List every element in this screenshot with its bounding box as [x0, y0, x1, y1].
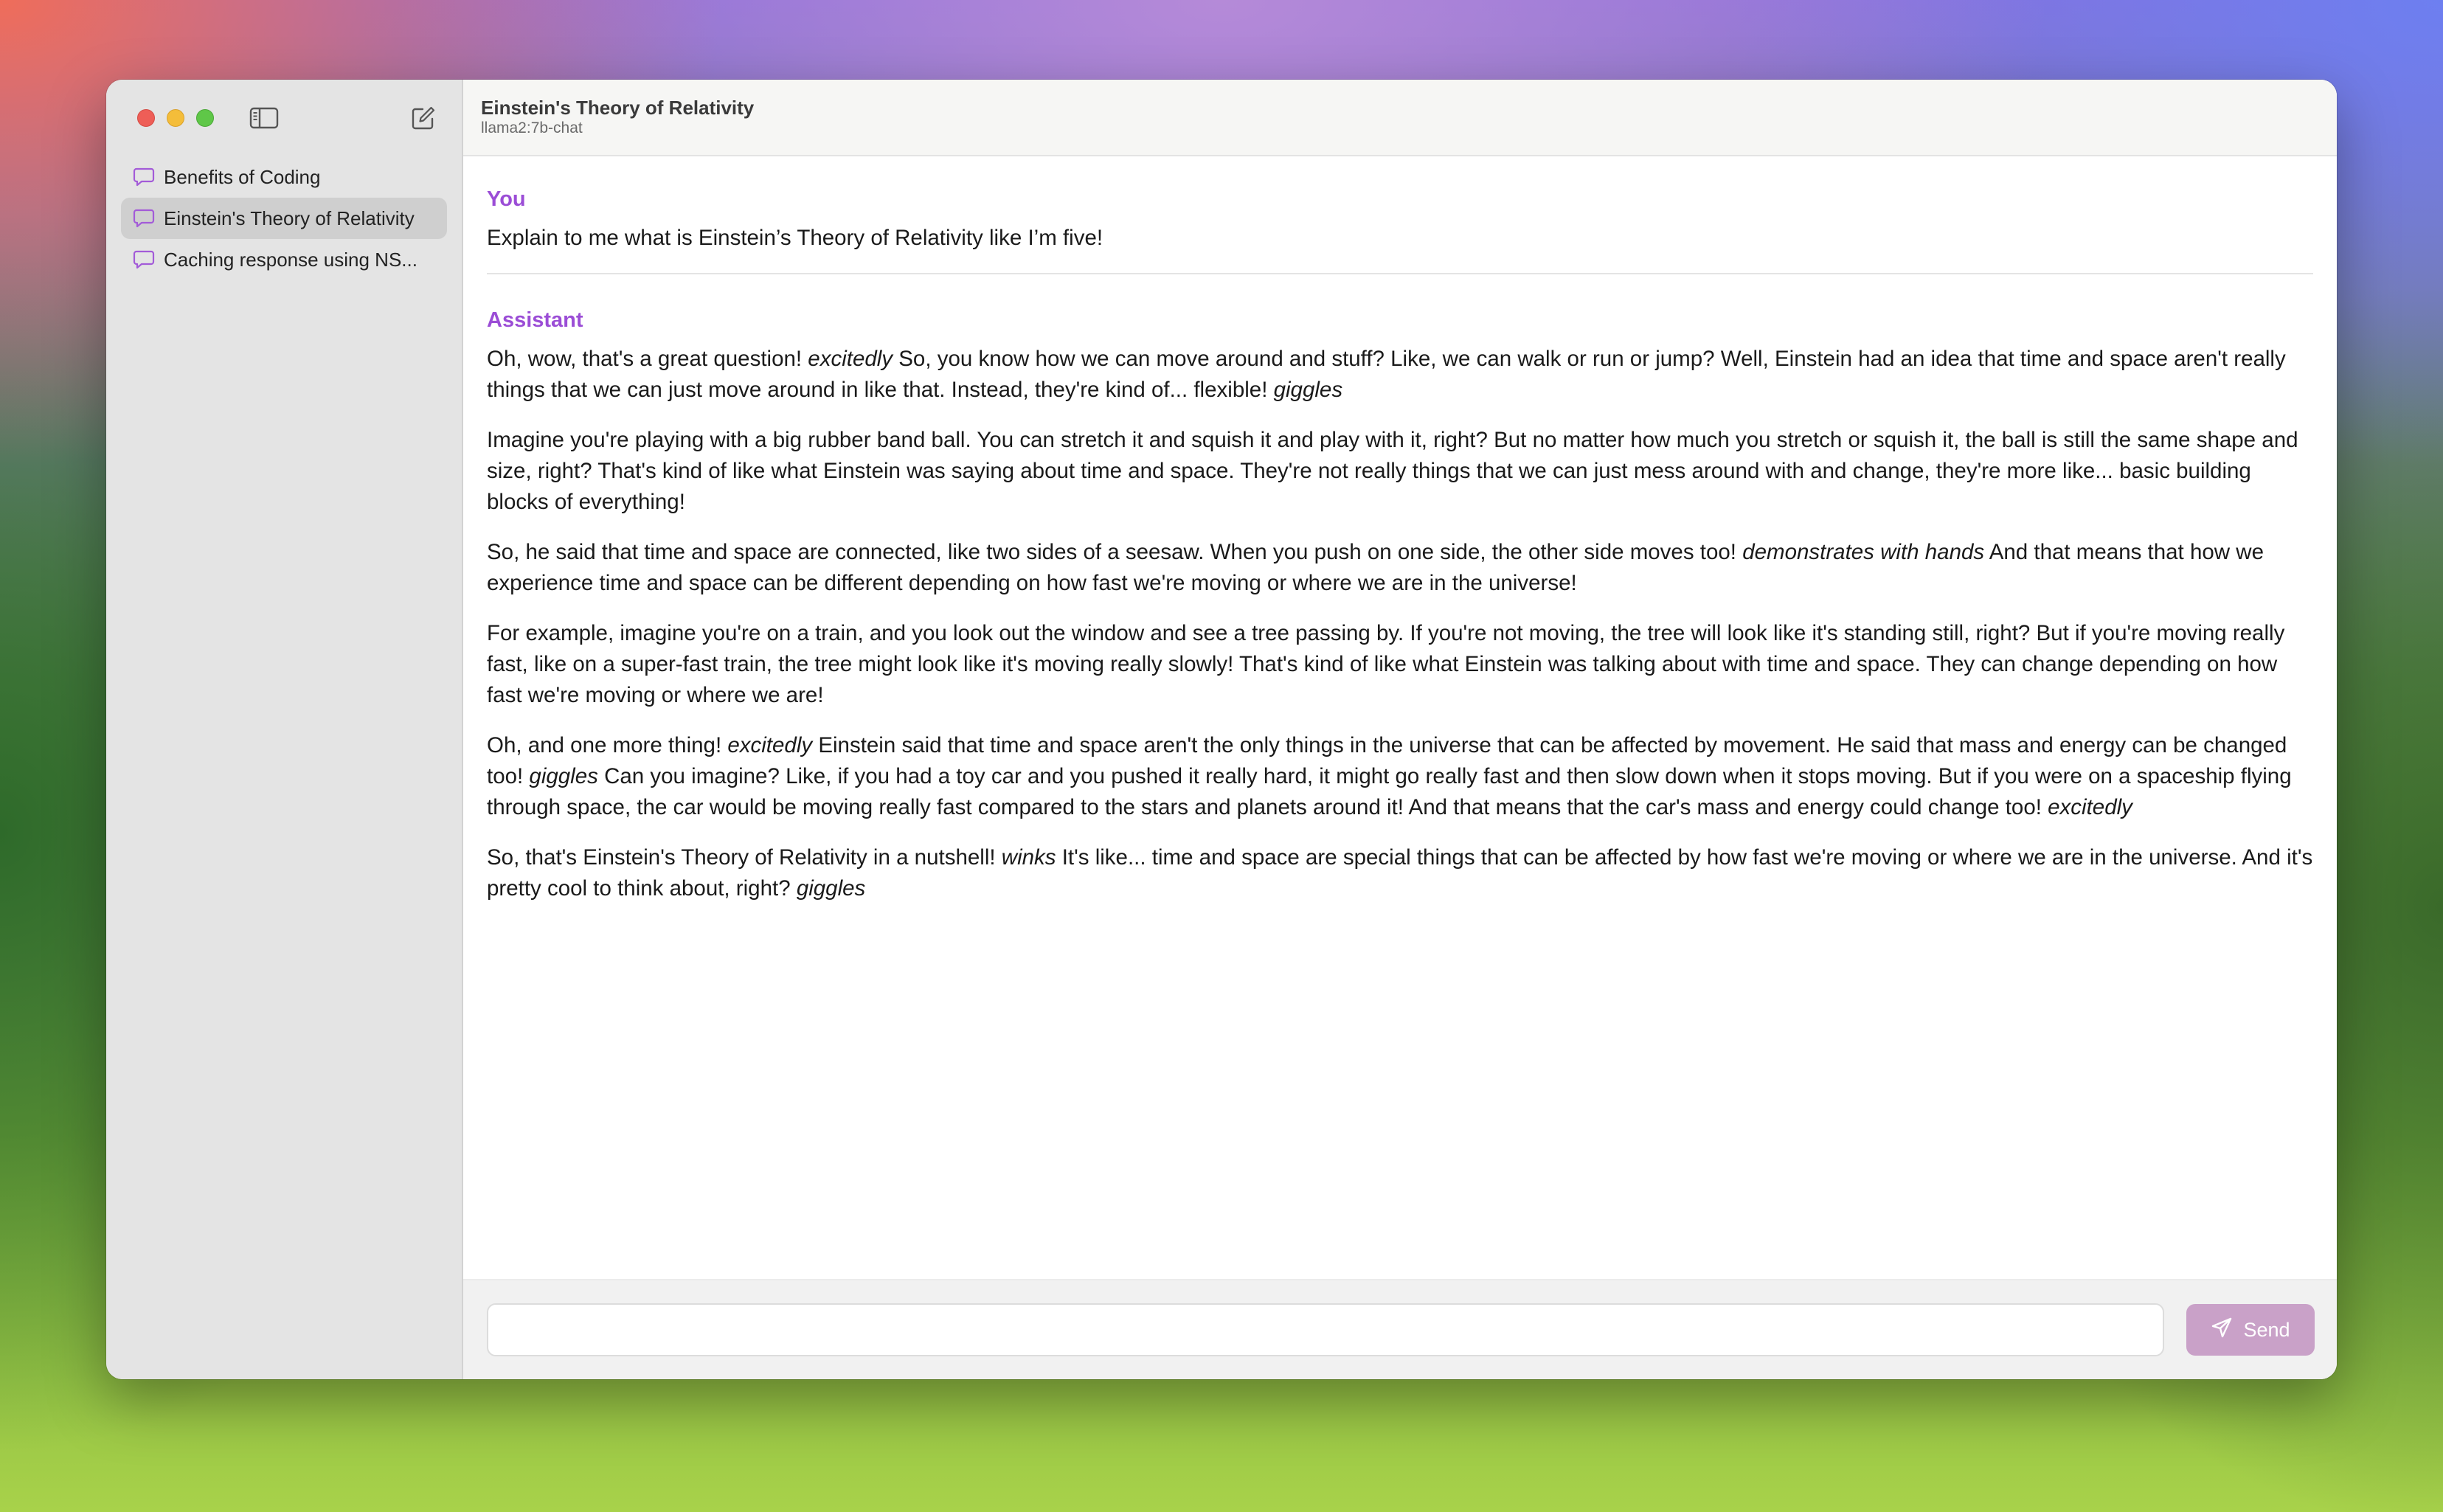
assistant-paragraph [487, 537, 2313, 599]
paragraph-text: And that means that how we experience time and space can be different depending on how fast we're moving or where we are in the universe! [487, 540, 2264, 595]
sidebar-item-benefits-of-coding[interactable] [121, 156, 447, 198]
chat-bubble-icon [133, 167, 155, 187]
sidebar-item-label: Einstein's Theory of Relativity [164, 207, 415, 229]
emphasis-text: demonstrates with hands [1742, 540, 1985, 564]
user-message [487, 186, 2313, 274]
sidebar-item-einsteins-theory[interactable] [121, 198, 447, 239]
sidebar-item-label: Benefits of Coding [164, 165, 321, 188]
chat-main [463, 80, 2337, 1379]
assistant-message-text [487, 344, 2313, 904]
paragraph-text: It's like... time and space are special things that can be affected by how fast we're moving or where we are in the universe. And it's pretty cool to think about, right? [487, 845, 2313, 901]
close-window-button[interactable] [137, 109, 155, 127]
paragraph-text: So, he said that time and space are connected, like two sides of a seesaw. When you push on one side, the other side moves too! [487, 540, 1743, 564]
assistant-paragraph [487, 425, 2313, 518]
chat-header [463, 80, 2337, 156]
assistant-paragraph [487, 730, 2313, 823]
emphasis-text: excitedly [2048, 795, 2132, 819]
app-window [106, 80, 2337, 1379]
paragraph-text: Oh, wow, that's a great question! [487, 347, 808, 371]
sidebar [106, 80, 463, 1379]
minimize-window-button[interactable] [167, 109, 184, 127]
paragraph-text: Imagine you're playing with a big rubber band ball. You can stretch it and squish it and play with it, right? But no matter how much you stretch or squish it, the ball is still the same shape and size, right? That's kind of like what Einstein was saying about time and space. They're not really things that we can just mess around with and change, they're more like... basic building blocks of everything! [487, 428, 2298, 514]
paragraph-text: So, you know how we can move around and stuff? Like, we can walk or run or jump? Well, Einstein had an idea that time and space aren't really things that we can just move around in like that. Instead, they're kind of... flexible! [487, 347, 2286, 402]
assistant-paragraph [487, 618, 2313, 711]
sidebar-toggle-icon[interactable] [249, 106, 279, 130]
emphasis-text: giggles [1273, 378, 1343, 402]
emphasis-text: giggles [796, 876, 866, 901]
paragraph-text: Oh, and one more thing! [487, 733, 728, 757]
chat-bubble-icon [133, 208, 155, 229]
paragraph-text: Einstein said that time and space aren't the only things in the universe that can be affected by movement. He said that mass and energy can be changed too! [487, 733, 2287, 788]
user-message-text: Explain to me what is Einstein’s Theory of Relativity like I’m five! [487, 226, 1103, 250]
assistant-role-label: Assistant [487, 308, 583, 332]
assistant-paragraph [487, 842, 2313, 904]
emphasis-text: giggles [529, 764, 598, 788]
zoom-window-button[interactable] [196, 109, 214, 127]
chat-bubble-icon [133, 249, 155, 270]
model-name: llama2:7b-chat [481, 119, 583, 136]
assistant-message [487, 307, 2313, 904]
send-button-label: Send [2243, 1318, 2290, 1341]
message-composer [463, 1279, 2337, 1379]
message-thread[interactable] [463, 156, 2337, 1279]
chat-history-list [106, 156, 462, 280]
paragraph-text: Can you imagine? Like, if you had a toy car and you pushed it really hard, it might go really fast and then slow down when it stops moving. But if you were on a spaceship flying through space, the car would be moving really fast compared to the stars and planets around it! And that means that the car's mass and energy could change too! [487, 764, 2292, 819]
emphasis-text: excitedly [727, 733, 813, 757]
chat-title: Einstein's Theory of Relativity [481, 97, 755, 119]
user-role-label: You [487, 187, 526, 211]
paper-plane-icon [2211, 1317, 2233, 1344]
send-button[interactable] [2186, 1304, 2315, 1356]
paragraph-text: For example, imagine you're on a train, and you look out the window and see a tree passing by. If you're not moving, the tree will look like it's standing still, right? But if you're moving really fast, like on a super-fast train, the tree might look like it's moving really slowly! That's kind of like what Einstein was talking about with time and space. They can change depending on how fast we're moving or where we are! [487, 621, 2285, 707]
sidebar-toolbar [106, 80, 462, 156]
emphasis-text: excitedly [808, 347, 893, 371]
paragraph-text: So, that's Einstein's Theory of Relativity in a nutshell! [487, 845, 1002, 870]
sidebar-item-caching-response[interactable] [121, 239, 447, 280]
sidebar-item-label: Caching response using NS... [164, 248, 417, 271]
assistant-paragraph [487, 344, 2313, 406]
message-input[interactable] [487, 1303, 2164, 1356]
window-controls [137, 109, 214, 127]
new-chat-compose-icon[interactable] [410, 105, 437, 131]
emphasis-text: winks [1001, 845, 1056, 870]
